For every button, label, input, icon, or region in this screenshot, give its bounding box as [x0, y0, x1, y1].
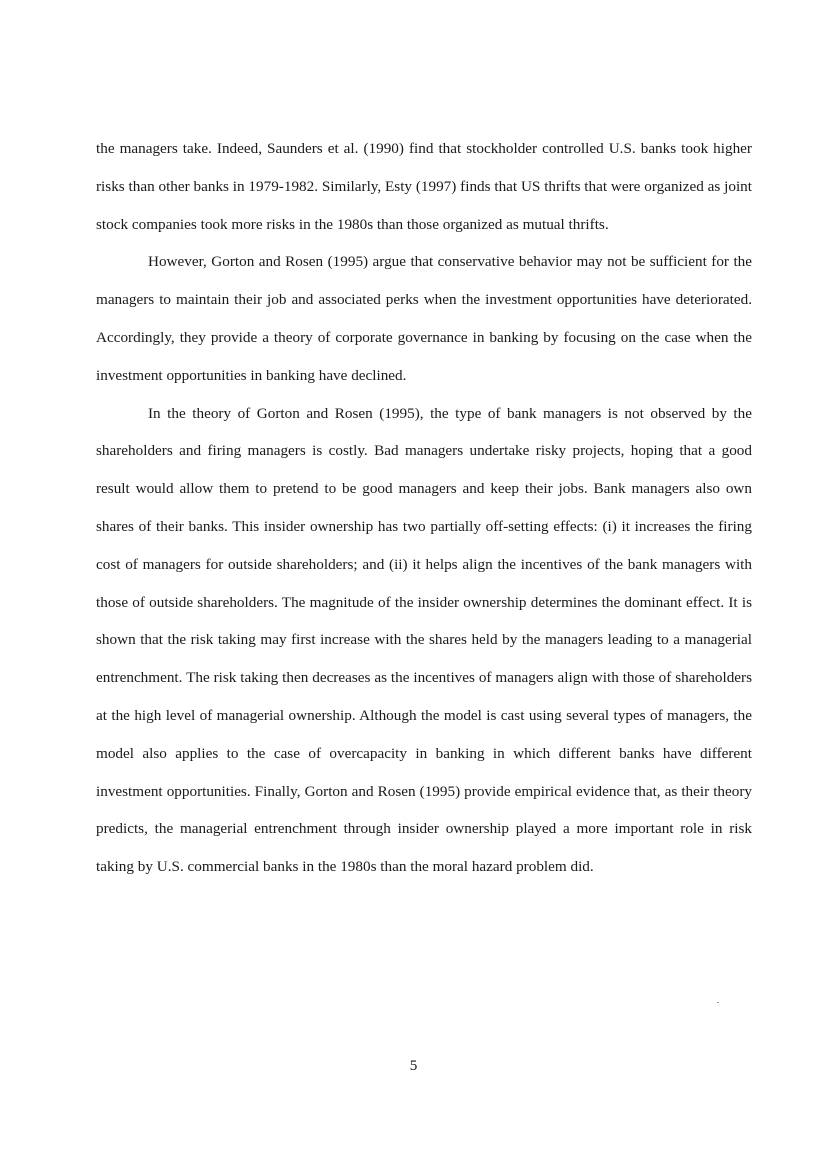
scan-speck — [717, 1002, 719, 1003]
paragraph-1: the managers take. Indeed, Saunders et al. (1990) find that stockholder controlled U.S. banks took higher risks than other banks in 1979-1982. Similarly, Esty (1997) finds that US thrifts that were organized as joint stock companies took more risks in the 1980s than those organized as mutual thrifts. — [96, 140, 752, 233]
paragraph-2: However, Gorton and Rosen (1995) argue that conservative behavior may not be sufficient for the managers to maintain their job and associated perks when the investment opportunities have deteriorated. Accordingly, they provide a theory of corporate governance in banking by focusing on the case when the investment opportunities in banking have declined. — [96, 253, 752, 384]
page-number: 5 — [409, 1057, 418, 1074]
body-text — [96, 130, 752, 886]
paragraph-3: In the theory of Gorton and Rosen (1995), the type of bank managers is not observed by the shareholders and firing managers is costly. Bad managers undertake risky projects, hoping that a good result would allow them to pretend to be good managers and keep their jobs. Bank managers also own shares of their banks. This insider ownership has two partially off-setting effects: (i) it increases the firing cost of managers for outside shareholders; and (ii) it helps align the incentives of the bank managers with those of outside shareholders. The magnitude of the insider ownership determines the dominant effect. It is shown that the risk taking may first increase with the shares held by the managers leading to a managerial entrenchment. The risk taking then decreases as the incentives of managers align with those of shareholders at the high level of managerial ownership. Although the model is cast using several types of managers, the model also applies to the case of overcapacity in banking in which different banks have different investment opportunities. Finally, Gorton and Rosen (1995) provide empirical evidence that, as their theory predicts, the managerial entrenchment through insider ownership played a more important role in risk taking by U.S. commercial banks in the 1980s than the moral hazard problem did. — [96, 404, 752, 876]
